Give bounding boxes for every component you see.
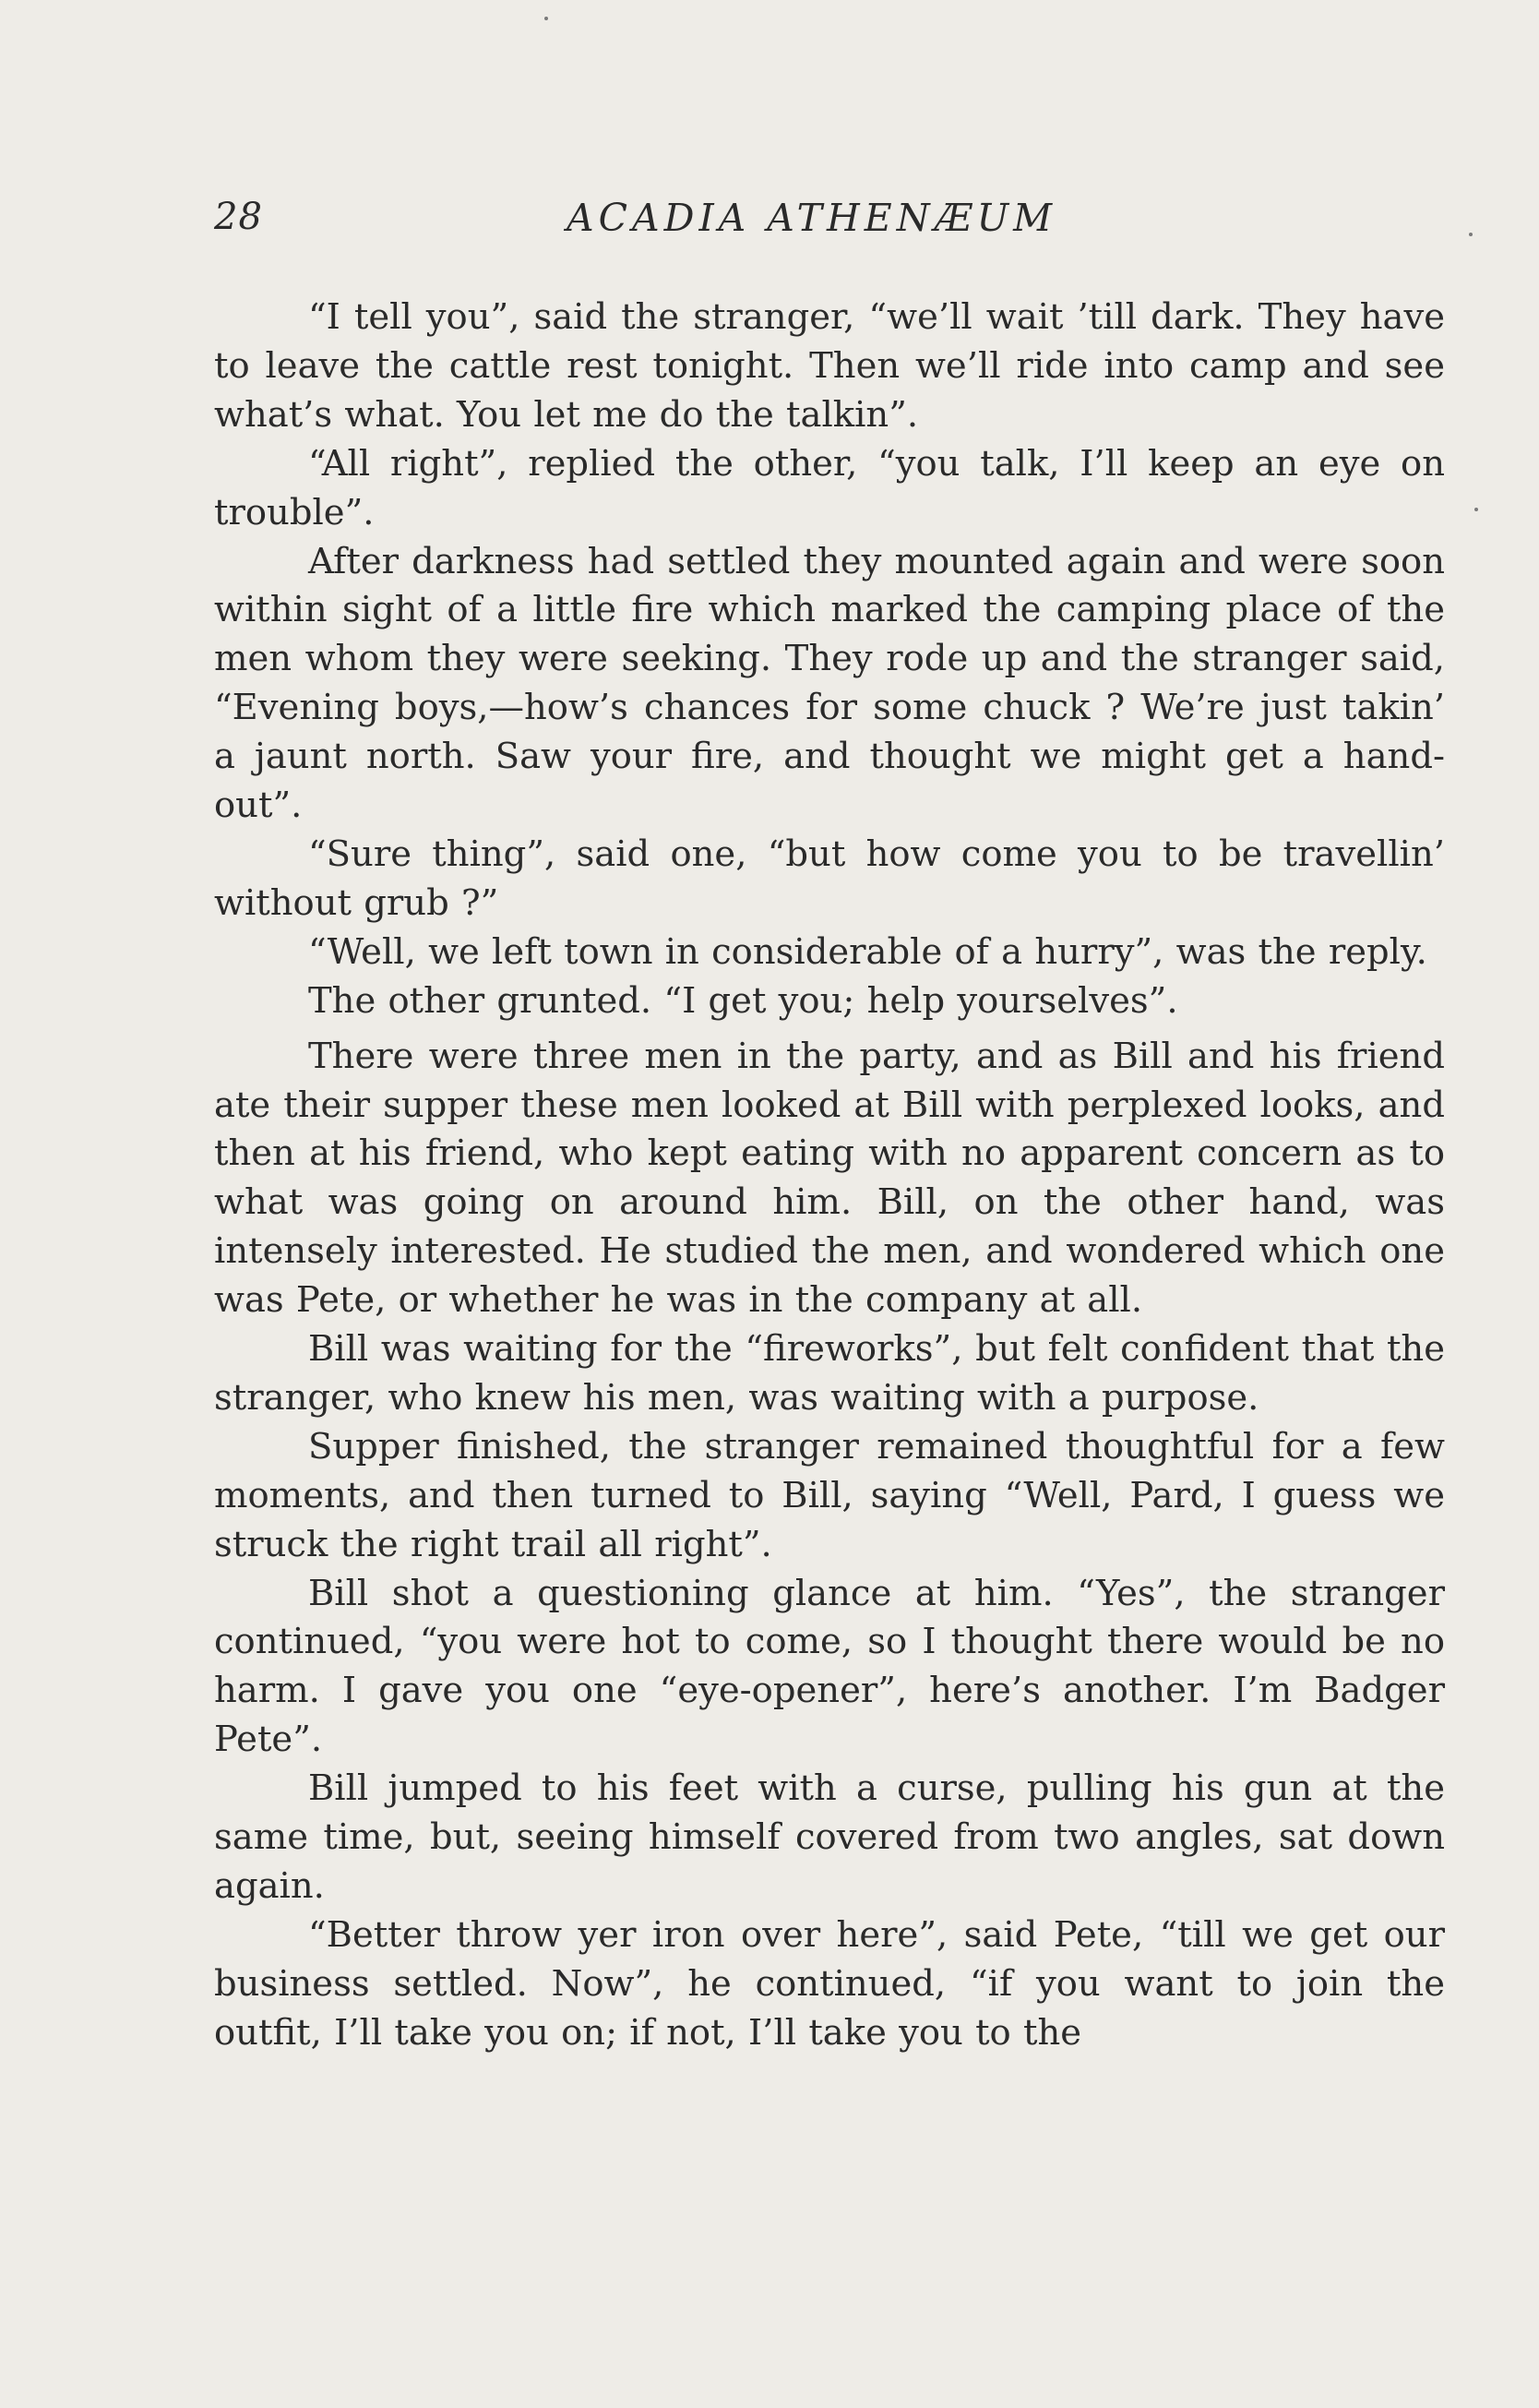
paragraph: “Well, we left town in considerable of a hurry”, was the reply.	[308, 930, 1427, 973]
page-number: 28	[214, 196, 263, 238]
page-body	[214, 294, 1445, 2058]
paragraph: “Better throw yer iron over here”, said Pete, “till we get our business settled. Now”, he continued, “if you want to join the outfit, I’ll take you on; if not, I’ll take you to the	[214, 1913, 1445, 2054]
paragraph: Supper finished, the stranger remained thoughtful for a few moments, and then turned to Bill, saying “Well, Pard, I guess we struck the right trail all right”.	[214, 1425, 1445, 1565]
page-header	[214, 196, 1441, 251]
paragraph: “Sure thing”, said one, “but how come you to be travellin’ without grub ?”	[214, 833, 1445, 924]
paragraph: Bill shot a questioning glance at him. “Yes”, the stranger continued, “you were hot to come, so I thought there would be no harm. I gave you one “eye-opener”, here’s another. I’m Badger Pete”.	[214, 1572, 1445, 1761]
paragraph: Bill was waiting for the “fireworks”, but felt confident that the stranger, who knew his men, was waiting with a purpose.	[214, 1328, 1445, 1419]
paragraph: Bill jumped to his feet with a curse, pulling his gun at the same time, but, seeing himself covered from two angles, sat down again.	[214, 1767, 1445, 1907]
paragraph: After darkness had settled they mounted again and were soon within sight of a little fire which marked the camping place of the men whom they were seeking. They rode up and the stranger said, “Evening boys,—how’s chances for some chuck ? We’re just takin’ a jaunt north. Saw your fire, and thought we might get a hand-out”.	[214, 540, 1445, 827]
paper-speck	[544, 17, 548, 20]
paragraph: “I tell you”, said the stranger, “we’ll wait ’till dark. They have to leave the cattle rest tonight. Then we’ll ride into camp and see what’s what. You let me do the talkin”.	[214, 296, 1445, 436]
paragraph: “All right”, replied the other, “you talk, I’ll keep an eye on trouble”.	[214, 442, 1445, 533]
paper-speck	[1469, 233, 1473, 236]
running-title: ACADIA ATHENÆUM	[567, 196, 1057, 240]
paragraph: There were three men in the party, and as Bill and his friend ate their supper these men looked at Bill with perplexed looks, and then at his friend, who kept eating with no apparent concern as to what was going on around him. Bill, on the other hand, was intensely interested. He studied the men, and wondered which one was Pete, or whether he was in the company at all.	[214, 1035, 1445, 1322]
paragraph: The other grunted. “I get you; help yourselves”.	[308, 979, 1178, 1022]
paper-speck	[1474, 508, 1478, 511]
